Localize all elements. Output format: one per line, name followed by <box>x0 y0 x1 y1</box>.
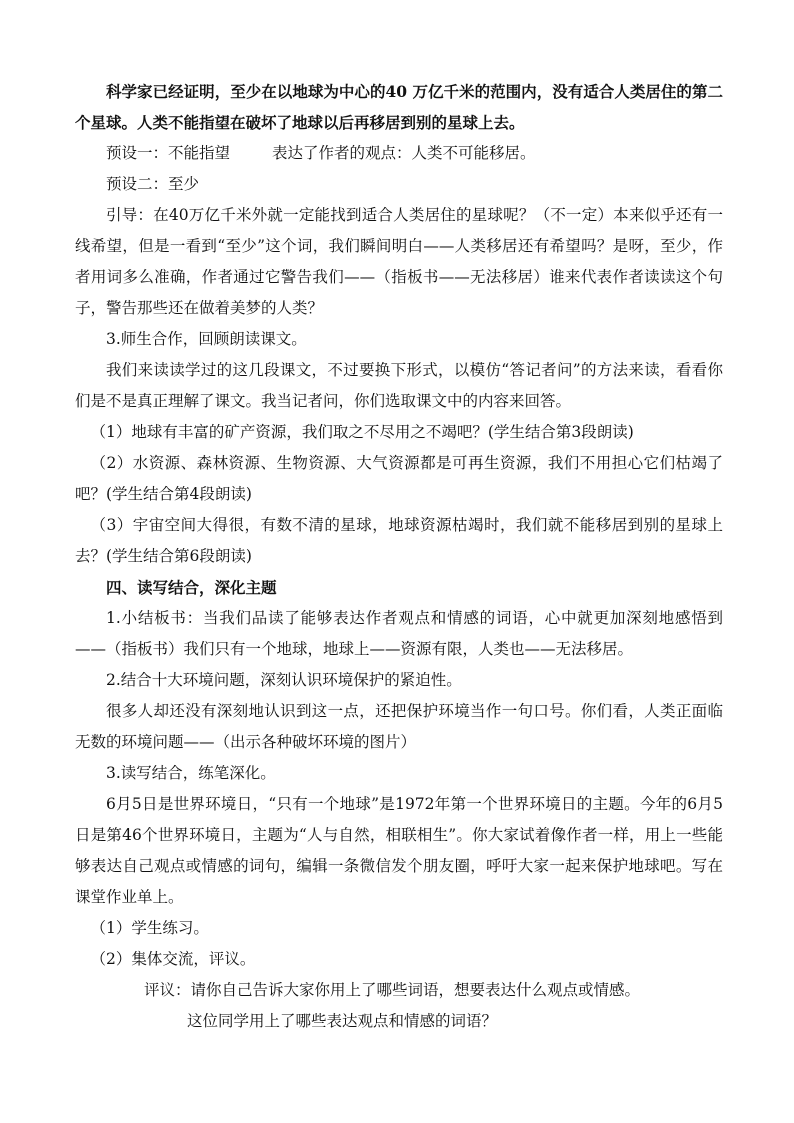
preset-one-explanation: 表达了作者的观点：人类不可能移居。 <box>272 144 536 162</box>
step-2-heading: 2.结合十大环境问题，深刻认识环境保护的紧迫性。 <box>106 671 462 689</box>
environment-day-paragraph: 6月5日是世界环境日，“只有一个地球”是1972年第一个世界环境日的主题。今年的6月5日是第46个世界环境日，主题为“人与自然，相联相生”。你大家试着像作者一样，用上一些能够表达自己观点或情感的词句，编辑一条微信发个朋友圈，呼吁大家一起来保护地球吧。写在课堂作业单上。 <box>75 795 723 906</box>
preset-one-label: 预设一：不能指望 <box>106 144 231 162</box>
evaluation-line: 评议：请你自己告诉大家你用上了哪些词语，想要表达什么观点或情感。 <box>144 981 641 999</box>
environment-paragraph: 很多人却还没有深刻地认识到这一点，还把保护环境当作一句口号。你们看，人类正面临无数的环境问题——（出示各种破坏环境的图片） <box>75 702 723 751</box>
reading-instruction-paragraph: 我们来读读学过的这几段课文，不过要换下形式，以模仿“答记者问”的方法来读，看看你们是不是真正理解了课文。我当记者问，你们选取课文中的内容来回答。 <box>75 361 723 410</box>
practice-item-1: （1）学生练习。 <box>90 919 209 937</box>
evaluation-question: 这位同学用上了哪些表达观点和情感的词语？ <box>187 1012 498 1030</box>
section-4-heading: 四、读写结合，深化主题 <box>106 578 277 597</box>
step-3-heading: 3.师生合作，回顾朗读课文。 <box>106 330 307 348</box>
question-2: （2）水资源、森林资源、生物资源、大气资源都是可再生资源，我们不用担心它们枯竭了吧？(学生结合第4段朗读) <box>75 454 723 503</box>
question-1: （1）地球有丰富的矿产资源，我们取之不尽用之不竭吧？(学生结合第3段朗读) <box>90 423 634 441</box>
practice-item-2: （2）集体交流，评议。 <box>90 950 256 968</box>
preset-one-line <box>75 138 723 169</box>
guide-paragraph: 引导：在40万亿千米外就一定能找到适合人类居住的星球呢？（不一定）本来似乎还有一线希望，但是一看到“至少”这个词，我们瞬间明白——人类移居还有希望吗？是呀，至少，作者用词多么准确，作者通过它警告我们——（指板书——无法移居）谁来代表作者读读这个句子，警告那些还在做着美梦的人类？ <box>75 206 723 317</box>
summary-paragraph: 1.小结板书：当我们品读了能够表达作者观点和情感的词语，心中就更加深刻地感悟到——（指板书）我们只有一个地球，地球上——资源有限，人类也——无法移居。 <box>75 609 723 658</box>
step-3-writing-heading: 3.读写结合，练笔深化。 <box>106 764 276 782</box>
bold-quote-paragraph: 科学家已经证明，至少在以地球为中心的40 万亿千米的范围内，没有适合人类居住的第二个星球。人类不能指望在破坏了地球以后再移居到别的星球上去。 <box>75 82 723 132</box>
question-3: （3）宇宙空间大得很，有数不清的星球，地球资源枯竭时，我们就不能移居到别的星球上去？(学生结合第6段朗读) <box>75 516 723 565</box>
preset-two-line: 预设二：至少 <box>106 175 200 193</box>
